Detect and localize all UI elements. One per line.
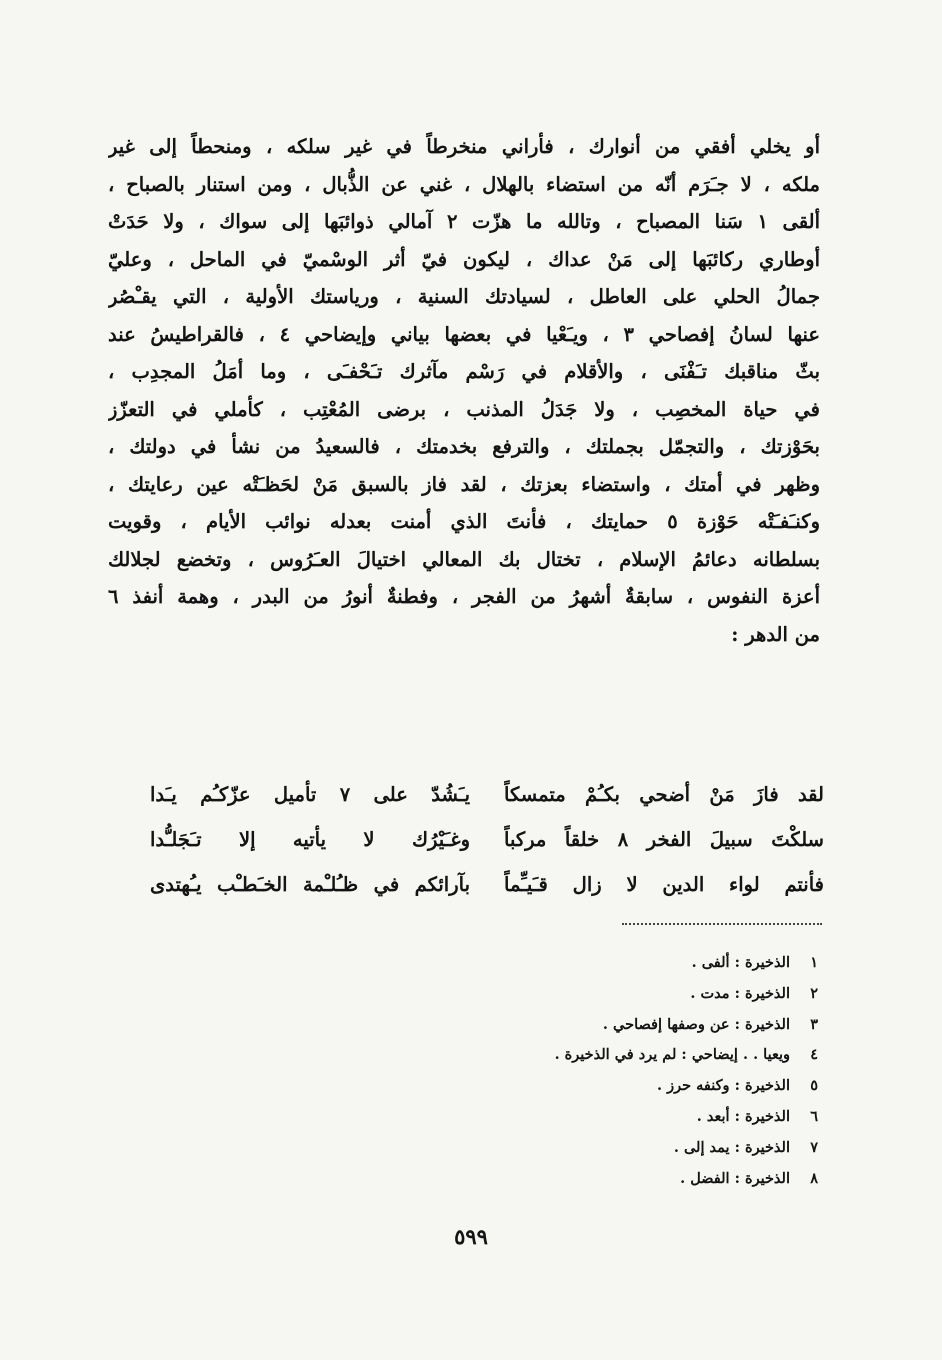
footnote-text: الذخيرة : عن وصفها إفصاحي .	[602, 1015, 790, 1033]
prose-line: بسلطانه دعائمُ الإسلام ، تختال بك المعالي اختيالَ العـَرُوس ، وتخضع لجلالك	[108, 547, 820, 571]
footnote-text: الذخيرة : الفضل .	[680, 1169, 790, 1187]
poem-second-hemistich: وغـَيْرُك لا يأتيه إلا تـَجَلـُّدا	[150, 828, 470, 851]
footnote	[478, 948, 818, 979]
prose-body	[108, 128, 820, 653]
footnote-number: ٣	[810, 1015, 818, 1033]
footnote-number: ١	[810, 954, 818, 971]
footnote	[478, 1010, 818, 1041]
poem-verse	[150, 862, 824, 907]
footnote-text: ويعيا . . إيضاحي : لم يرد في الذخيرة .	[554, 1046, 790, 1064]
poem-first-hemistich: فأنتم لواء الدين لا زال قـَيـِّماً	[504, 873, 824, 896]
prose-line: بحَوْزتك ، والتجمّل بجملتك ، والترفع بخدمتك ، فالسعيدُ من نشأ في دولتك ،	[108, 435, 820, 458]
poem-verse	[150, 817, 824, 862]
poem-first-hemistich: سلكْتَ سبيلَ الفخر ٨ خلقاً مركباً	[504, 828, 824, 851]
prose-line: بثّ مناقبك تـَفْنَى ، والأقلام في رَسْم مآثرك تـَحْفـَى ، وما أمَلُ المجدِب ،	[108, 360, 820, 383]
poem-second-hemistich: بآرائكم في ظـُلـْمة الخـَطـْب يـُهتدى	[150, 873, 470, 896]
prose-line: وظهر في أمتك ، واستضاء بعزتك ، لقد فاز بالسبق مَنْ لحَظـَتْه عين رعايتك ،	[108, 472, 820, 496]
footnote-number: ٦	[810, 1107, 818, 1125]
prose-line: عنها لسانُ إفصاحي ٣ ، ويـَعْيا في بعضها بياني وإيضاحي ٤ ، فالقراطيسُ عند	[108, 322, 820, 346]
footnotes	[478, 948, 818, 1194]
footnote-text: الذخيرة : مدت .	[690, 984, 790, 1002]
prose-line: من الدهر :	[731, 622, 820, 646]
prose-line: وكنـَفـَتْه حَوْزة ٥ حمايتك ، فأنتَ الذي أمنت بعدله نوائب الأيام ، وقويت	[108, 510, 820, 533]
prose-line: جمالُ الحلي على العاطل ، لسيادتك السنية ، ورياستك الأولية ، التي يقـْصُر	[108, 285, 820, 308]
footnote	[478, 1164, 818, 1195]
footnote-text: الذخيرة : وكنفه حرز .	[657, 1077, 790, 1095]
poem-second-hemistich: يـَشُدّ على ٧ تأميل عزّكـُم يـَدا	[150, 783, 470, 806]
footnote-number: ٤	[810, 1046, 818, 1064]
prose-line: أوطاري ركائبَها إلى مَنْ عداك ، ليكون فيّ أثر الوسْميّ في الماحل ، وعليّ	[108, 247, 820, 271]
footnote-number: ٧	[810, 1138, 818, 1156]
prose-line: ألقى ١ سَنا المصباح ، وتالله ما هزّت ٢ آمالي ذوائبَها إلى سواك ، ولا حَدَتْ	[108, 210, 820, 233]
poem-first-hemistich: لقد فازَ مَنْ أضحي بكـُمْ متمسكاً	[504, 783, 824, 806]
prose-line: ملكه ، لا جـَرَم أنّه من استضاء بالهلال ، غني عن الذُّبال ، ومن استنار بالصباح ،	[108, 172, 820, 196]
footnote-number: ٥	[810, 1077, 818, 1095]
footnote-number: ٨	[810, 1169, 818, 1187]
footnote	[478, 1071, 818, 1102]
page-number: ٥٩٩	[454, 1224, 488, 1249]
poem	[150, 772, 824, 907]
footnote	[478, 1133, 818, 1164]
footnote-text: الذخيرة : ألفى .	[691, 954, 790, 971]
prose-line: أو يخلي أفقي من أنوارك ، فأراني منخرطاً في غير سلكه ، ومنحطاً إلى غير	[108, 135, 820, 158]
footnote-separator	[622, 923, 822, 925]
footnote	[478, 1102, 818, 1133]
footnote-text: الذخيرة : أبعد .	[696, 1107, 790, 1125]
footnote-text: الذخيرة : يمد إلى .	[673, 1138, 790, 1156]
prose-line: في حياة المخصِب ، ولا جَدَلُ المذنب ، برضى المُعْتِب ، كأملي في التعزّز	[108, 397, 820, 421]
footnote	[478, 979, 818, 1010]
footnote	[478, 1040, 818, 1071]
poem-verse	[150, 772, 824, 817]
prose-line: أعزة النفوس ، سابقةٌ أشهرُ من الفجر ، وفطنةٌ أنورُ من البدر ، وهمة أنفذ ٦	[108, 585, 820, 608]
footnote-number: ٢	[810, 984, 818, 1002]
